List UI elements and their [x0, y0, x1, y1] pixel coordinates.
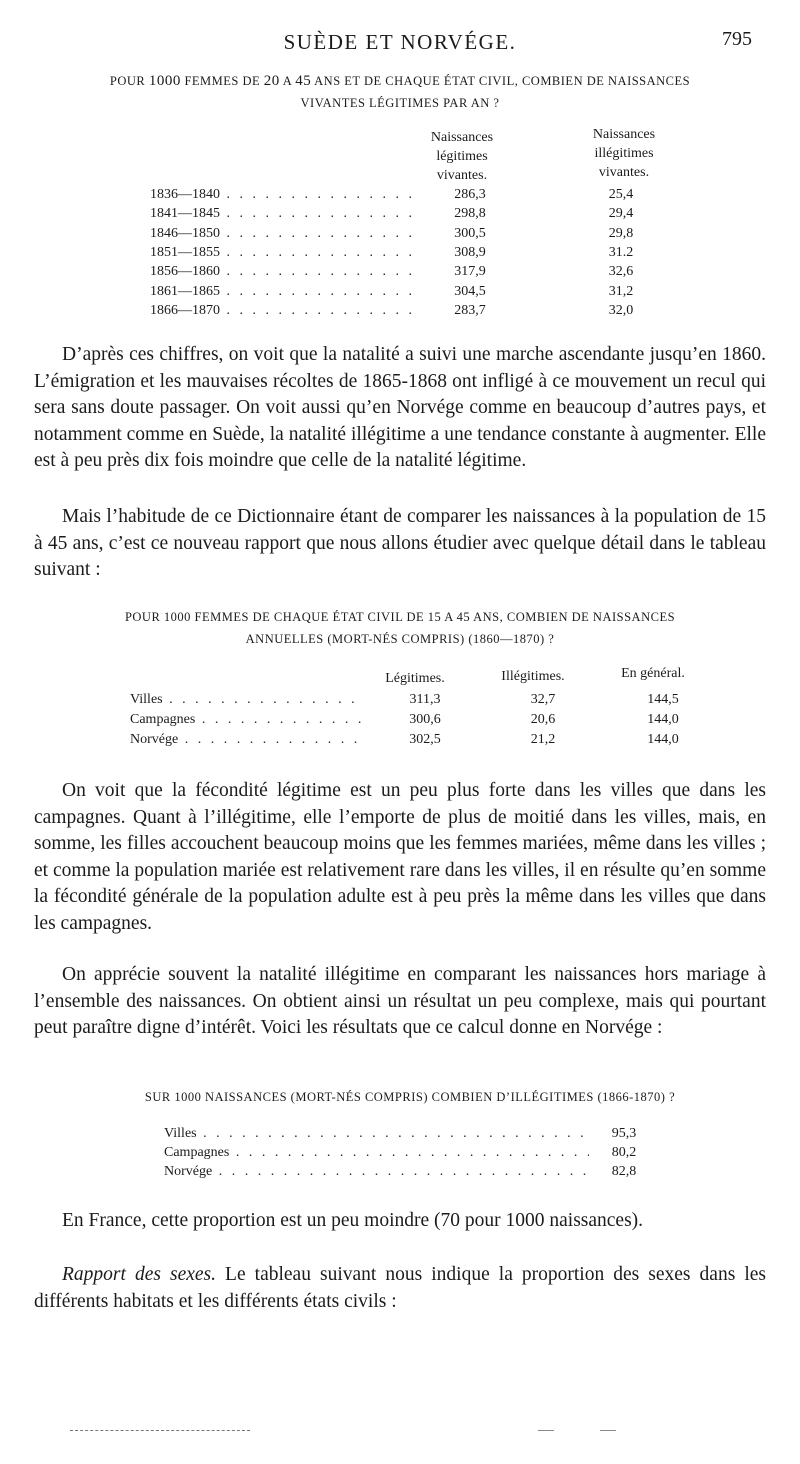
illegitimate-per-1000-value: 95,3 — [611, 1126, 637, 1141]
table1-row — [150, 243, 710, 263]
caption-fragment: POUR — [109, 74, 149, 88]
table2-row — [130, 710, 730, 730]
illegitimate-value: 32,7 — [530, 692, 556, 707]
table1-col2-header — [562, 125, 686, 182]
period-label: 1846—1850 . . . — [150, 224, 420, 244]
illegitimate-value: 20,6 — [530, 712, 556, 727]
footer-rule — [70, 1430, 250, 1431]
illegitimate-births-value: 29,4 — [608, 206, 634, 222]
paragraph-3 — [34, 778, 766, 937]
period-label: 1841—1845 . . . — [150, 204, 420, 224]
illegitimate-per-1000-value: 80,2 — [611, 1145, 637, 1160]
header-line: Naissances — [430, 130, 494, 145]
illegitimate-births-value: 32,6 — [608, 264, 634, 280]
legitimate-births-value: 300,5 — [454, 225, 486, 241]
illegitimate-per-1000-value: 82,8 — [611, 1164, 637, 1179]
paragraph-6 — [34, 1262, 766, 1315]
table1-row — [150, 185, 710, 205]
general-value: 144,0 — [647, 712, 679, 727]
table3-row — [164, 1143, 664, 1163]
caption-fragment: FEMMES DE — [180, 74, 264, 88]
caption-fragment: 20 — [263, 73, 280, 89]
table2-row — [130, 730, 730, 750]
legitimate-births-value: 283,7 — [454, 302, 486, 318]
header-line: légitimes — [436, 149, 488, 164]
table2-col-illegitimes-header: Illégitimes. — [501, 669, 565, 684]
table1-col1-header — [400, 128, 524, 185]
habitat-label: Campagnes . . . — [130, 710, 362, 730]
page-number: 795 — [722, 28, 752, 50]
legitimate-value: 311,3 — [409, 692, 441, 707]
table1-row — [150, 301, 710, 321]
table1-caption-line2: VIVANTES LÉGITIMES PAR AN ? — [300, 96, 500, 110]
paragraph-text: D’après ces chiffres, on voit que la natalité a suivi une marche ascendante jusqu’en 1860. L’émigration et les mauvaises récoltes de 1865-1868 ont infligé à ce mouvement un recul qui sera sans doute passager. On voit aussi qu’en Norvége comme en beaucoup d’autres pays, et notamment comme en Suède, la natalité illégitime a une tendance constante à augmenter. Elle est à peu près dix fois moindre que celle de la natalité légitime. — [34, 344, 766, 471]
header-line: Naissances — [592, 127, 656, 142]
table2-col-legitimes-header: Légitimes. — [385, 671, 445, 686]
illegitimate-births-value: 25,4 — [608, 187, 634, 202]
habitat-label: Villes . . . — [164, 1124, 589, 1144]
table1-row — [150, 262, 710, 282]
illegitimate-births-value: 32,0 — [608, 302, 634, 318]
period-label: 1851—1855 . . . — [150, 243, 420, 263]
table1-row — [150, 224, 710, 244]
header-line: illégitimes — [594, 146, 654, 161]
table2-col-general-header: En général. — [621, 666, 685, 681]
paragraph-italic-lead: Rapport des sexes. — [62, 1264, 217, 1285]
illegitimate-births-value: 31,2 — [608, 283, 634, 299]
caption-fragment: A — [279, 74, 296, 88]
footer-rule — [600, 1430, 616, 1431]
paragraph-4 — [34, 962, 766, 1042]
paragraph-text: Mais l’habitude de ce Dictionnaire étant de comparer les naissances à la population de 15 à 45 ans, c’est ce nouveau rapport que nous allons étudier avec quelque détail dans le tableau suivant : — [34, 506, 766, 580]
legitimate-value: 300,6 — [409, 712, 441, 727]
caption-fragment: ANS ET DE CHAQUE ÉTAT CIVIL, COMBIEN DE NAISSANCES — [311, 74, 691, 88]
paragraph-text: Le tableau suivant nous indique la proportion des sexes dans les différents habitats et les différents états civils : — [34, 1264, 766, 1312]
table2-caption — [50, 606, 750, 650]
legitimate-births-value: 304,5 — [454, 283, 486, 299]
paragraph-2 — [34, 504, 766, 584]
period-label: 1861—1865 . . . — [150, 282, 420, 302]
table3-caption: SUR 1000 NAISSANCES (MORT-NÉS COMPRIS) COMBIEN D’ILLÉGITIMES (1866-1870) ? — [144, 1090, 676, 1104]
table2-row — [130, 690, 730, 710]
table2-caption-line1: POUR 1000 FEMMES DE CHAQUE ÉTAT CIVIL DE 15 A 45 ANS, COMBIEN DE NAISSANCES — [124, 610, 676, 624]
general-value: 144,5 — [647, 692, 679, 707]
table3-row — [164, 1124, 664, 1144]
table1-caption-line1-full — [110, 74, 690, 88]
table1-caption — [30, 70, 770, 114]
caption-fragment: 45 — [295, 73, 312, 89]
paragraph-text: En France, cette proportion est un peu moindre (70 pour 1000 naissances). — [62, 1210, 644, 1231]
period-label: 1866—1870 . . . — [150, 301, 420, 321]
legitimate-value: 302,5 — [409, 732, 441, 747]
illegitimate-births-value: 29,8 — [608, 225, 634, 241]
running-title: SUÈDE ET NORVÉGE. — [283, 30, 517, 54]
legitimate-births-value: 317,9 — [454, 264, 486, 280]
header-line: vivantes. — [598, 165, 650, 180]
paragraph-text: On voit que la fécondité légitime est un peu plus forte dans les villes que dans les campagnes. Quant à l’illégitime, elle l’emporte de plus de moitié dans les villes, mais, en somme, les filles accouchent beaucoup moins que les femmes mariées, même dans les villes ; et comme la population mariée est relativement rare dans les villes, il en résulte qu’en somme la fécondité générale de la population adulte est à peu près la même dans les villes que dans les campagnes. — [34, 780, 766, 934]
paragraph-text: On apprécie souvent la natalité illégitime en comparant les naissances hors mariage à l’ensemble des naissances. On obtient ainsi un résultat un peu complexe, mais qui pourtant peut paraître digne d’intérêt. Voici les résultats que ce calcul donne en Norvége : — [34, 964, 766, 1038]
caption-fragment: 1000 — [148, 73, 181, 89]
habitat-label: Villes . . . — [130, 690, 362, 710]
general-value: 144,0 — [647, 732, 679, 747]
legitimate-births-value: 286,3 — [454, 187, 486, 202]
legitimate-births-value: 298,8 — [454, 206, 486, 222]
table1-row — [150, 282, 710, 302]
paragraph-5 — [34, 1208, 766, 1235]
illegitimate-value: 21,2 — [530, 732, 556, 747]
period-label: 1836—1840 . . . — [150, 185, 420, 205]
habitat-label: Norvége . . . — [164, 1162, 589, 1182]
habitat-label: Norvége . . . — [130, 730, 362, 750]
period-label: 1856—1860 . . . — [150, 262, 420, 282]
paragraph-1 — [34, 342, 766, 475]
header-line: vivantes. — [436, 168, 488, 183]
table3-row — [164, 1162, 664, 1182]
table1-row — [150, 204, 710, 224]
table2-caption-line2: ANNUELLES (MORT-NÉS COMPRIS) (1860—1870) ? — [245, 632, 555, 646]
legitimate-births-value: 308,9 — [454, 244, 486, 260]
footer-rule — [538, 1430, 554, 1431]
illegitimate-births-value: 31.2 — [608, 244, 634, 260]
habitat-label: Campagnes . . . — [164, 1143, 589, 1163]
